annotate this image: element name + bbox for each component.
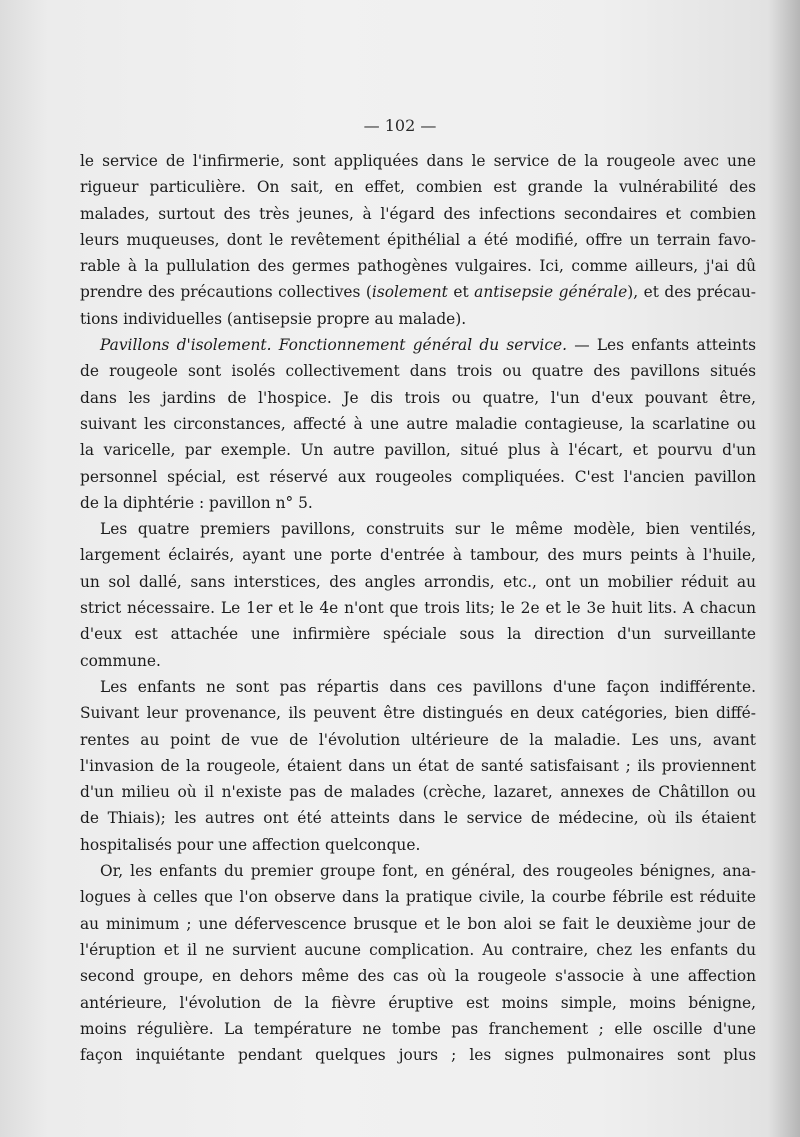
line-text: second groupe, en dehors même des cas où la rougeole s'associe à une affection (80, 967, 756, 986)
line-text: suivant les circonstances, affecté à une autre maladie contagieuse, la scarlatine ou (80, 414, 756, 433)
text-line (80, 385, 756, 411)
line-text: un sol dallé, sans interstices, des angles arrondis, etc., ont un mobilier réduit au (80, 572, 756, 591)
line-text: logues à celles que l'on observe dans la pratique civile, la courbe fébrile est réduite (80, 888, 756, 907)
line-text: l'invasion de la rougeole, étaient dans un état de santé satisfaisant ; ils proviennent (80, 756, 756, 775)
line-text: Les quatre premiers pavillons, construits sur le même modèle, bien ventilés, (100, 520, 756, 539)
italic-text: isolement (371, 283, 448, 302)
line-text: hospitalisés pour une affection quelconque. (80, 835, 421, 854)
text-line (80, 779, 756, 805)
line-text: moins régulière. La température ne tombe pas franchement ; elle oscille d'une (80, 1019, 756, 1038)
text-line (80, 648, 756, 674)
line-text: dans les jardins de l'hospice. Je dis trois ou quatre, l'un d'eux pouvant être, (80, 388, 756, 407)
line-text: la varicelle, par exemple. Un autre pavillon, situé plus à l'écart, et pourvu d'un (80, 441, 756, 460)
line-text: leurs muqueuses, dont le revêtement épithélial a été modifié, offre un terrain favo- (80, 230, 756, 249)
text-line (80, 332, 756, 358)
text-line (80, 832, 756, 858)
text-line (80, 963, 756, 989)
line-text: d'un milieu où il n'existe pas de malades (crèche, lazaret, annexes de Châtillon ou (80, 783, 756, 802)
text-line (80, 464, 756, 490)
line-text: et (447, 283, 475, 302)
text-line (80, 516, 756, 542)
text-line (80, 595, 756, 621)
line-text: d'eux est attachée une infirmière spéciale sous la direction d'un surveillante (80, 625, 756, 644)
line-text: Or, les enfants du premier groupe font, en général, des rougeoles bénignes, ana- (100, 862, 756, 881)
body-text (80, 148, 756, 1068)
line-text: rentes au point de vue de l'évolution ultérieure de la maladie. Les uns, avant (80, 730, 756, 749)
line-text: l'éruption et il ne survient aucune complication. Au contraire, chez les enfants du (80, 940, 756, 959)
text-line (80, 700, 756, 726)
text-line (80, 358, 756, 384)
line-text: de Thiais); les autres ont été atteints dans le service de médecine, où ils étaient (80, 809, 756, 828)
line-text: prendre des précautions collectives ( (80, 283, 372, 302)
text-line (80, 805, 756, 831)
line-text: le service de l'infirmerie, sont appliquées dans le service de la rougeole avec une (80, 152, 756, 170)
line-text: strict nécessaire. Le 1er et le 4e n'ont que trois lits; le 2e et le 3e huit lits. A chacun (80, 599, 756, 618)
text-line (80, 542, 756, 568)
text-line (80, 1016, 756, 1042)
line-text: tions individuelles (antisepsie propre au malade). (80, 309, 467, 328)
line-text: au minimum ; une défervescence brusque et le bon aloi se fait le deuxième jour de (80, 914, 756, 933)
line-text: rable à la pullulation des germes pathogènes vulgaires. Ici, comme ailleurs, j'ai dû (80, 257, 756, 276)
italic-text: antisepsie générale (474, 283, 628, 302)
line-text: Les enfants ne sont pas répartis dans ces pavillons d'une façon indifférente. (100, 677, 756, 696)
line-text: personnel spécial, est réservé aux rougeoles compliquées. C'est l'ancien pavillon (80, 467, 756, 486)
line-text: Suivant leur provenance, ils peuvent être distingués en deux catégories, bien diffé- (80, 704, 756, 723)
text-line (80, 858, 756, 884)
text-line (80, 490, 756, 516)
line-text: malades, surtout des très jeunes, à l'égard des infections secondaires et combien (80, 204, 756, 223)
line-text: façon inquiétante pendant quelques jours ; les signes pulmonaires sont plus (80, 1046, 756, 1065)
line-text: de la diphtérie : pavillon n° 5. (80, 493, 313, 512)
line-text: largement éclairés, ayant une porte d'entrée à tambour, des murs peints à l'huile, (80, 546, 756, 565)
line-text: ), et des précau- (627, 283, 756, 302)
text-line (80, 201, 756, 227)
text-line (80, 937, 756, 963)
text-line (80, 753, 756, 779)
text-line (80, 1042, 756, 1068)
text-line (80, 227, 756, 253)
text-line (80, 621, 756, 647)
text-line (80, 884, 756, 910)
text-line (80, 148, 756, 174)
line-text: de rougeole sont isolés collectivement dans trois ou quatre des pavillons situés (80, 362, 756, 381)
line-text: antérieure, l'évolution de la fièvre éruptive est moins simple, moins bénigne, (80, 993, 756, 1012)
text-line (80, 990, 756, 1016)
text-line (80, 911, 756, 937)
line-text: — Les enfants atteints (566, 336, 756, 355)
text-line (80, 253, 756, 279)
text-line (80, 174, 756, 200)
italic-text: Pavillons d'isolement. Fonctionnement général du service. (100, 336, 567, 355)
text-line (80, 437, 756, 463)
line-text: commune. (80, 651, 161, 670)
text-line (80, 674, 756, 700)
text-line (80, 411, 756, 437)
page-number: — 102 — (363, 116, 437, 135)
text-line (80, 569, 756, 595)
text-line (80, 279, 756, 305)
text-line (80, 727, 756, 753)
line-text: rigueur particulière. On sait, en effet, combien est grande la vulnérabilité des (80, 178, 756, 197)
text-line (80, 306, 756, 332)
